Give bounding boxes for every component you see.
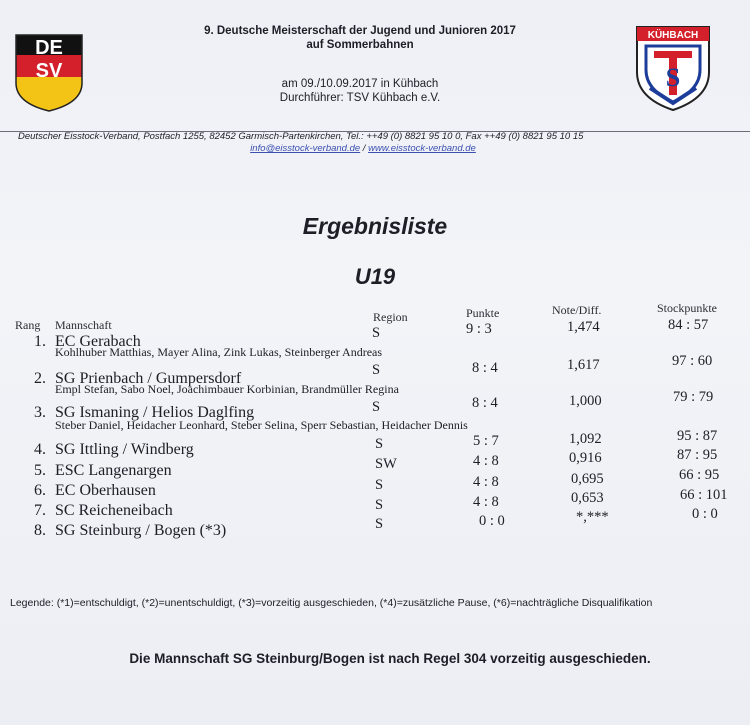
stockpunkte: 97 : 60: [672, 353, 713, 369]
kuehbach-logo: [634, 24, 712, 112]
note: 0,695: [571, 471, 604, 487]
team-name: SC Reicheneibach: [55, 502, 173, 519]
rank: 2.: [34, 370, 46, 387]
team-name: SG Steinburg / Bogen (*3): [55, 522, 227, 539]
championship-title: 9. Deutsche Meisterschaft der Jugend und Junioren 2017 auf Sommerbahnen: [204, 25, 516, 51]
website-link[interactable]: www.eisstock-verband.de: [368, 143, 476, 154]
region: S: [372, 362, 381, 378]
event-info: am 09./10.09.2017 in Kühbach Durchführer: TSV Kühbach e.V.: [279, 78, 441, 104]
punkte: 0 : 0: [479, 513, 505, 529]
svg-text:S: S: [665, 63, 681, 92]
col-stockpunkte: Stockpunkte: [657, 301, 717, 315]
disqualification-note: Die Mannschaft SG Steinburg/Bogen ist nach Regel 304 vorzeitig ausgeschieden.: [129, 651, 651, 666]
col-rang: Rang: [15, 318, 41, 332]
punkte: 5 : 7: [473, 433, 499, 449]
team-name: SG Prienbach / Gumpersdorf: [55, 370, 242, 387]
team-name: SG Ismaning / Helios Daglfing: [55, 404, 255, 421]
contact-address: Deutscher Eisstock-Verband, Postfach 1255, 82452 Garmisch-Partenkirchen, Tel.: ++49 (0) 8821 95 10 0, Fax ++49 (0) 8821 95 10 15: [18, 131, 584, 142]
region: S: [372, 399, 381, 415]
svg-text:KÜHBACH: KÜHBACH: [647, 30, 699, 41]
col-note: Note/Diff.: [552, 303, 602, 317]
col-mannschaft: Mannschaft: [55, 318, 112, 332]
region: S: [375, 477, 384, 493]
stockpunkte: 66 : 101: [680, 487, 728, 503]
stockpunkte: 0 : 0: [692, 506, 718, 522]
rank: 6.: [34, 482, 46, 499]
team-name: EC Gerabach: [55, 333, 141, 350]
note: 0,916: [569, 450, 602, 466]
punkte: 9 : 3: [466, 321, 492, 337]
rank: 8.: [34, 522, 46, 539]
stockpunkte: 84 : 57: [668, 317, 709, 333]
note: 1,000: [569, 393, 602, 409]
region: S: [372, 325, 381, 341]
link-separator: /: [360, 143, 369, 154]
region: S: [375, 436, 384, 452]
contact-info: [18, 131, 738, 155]
punkte: 8 : 4: [472, 360, 498, 376]
legend: Legende: (*1)=entschuldigt, (*2)=unentschuldigt, (*3)=vorzeitig ausgeschieden, (*4)=zusätzliche Pause, (*6)=nachträgliche Disqualifikation: [10, 597, 653, 609]
region: SW: [375, 456, 397, 472]
stockpunkte: 87 : 95: [677, 447, 718, 463]
region: S: [375, 516, 384, 532]
player-list: Steber Daniel, Heidacher Leonhard, Steber Selina, Sperr Sebastian, Heidacher Dennis: [55, 418, 468, 432]
rank: 4.: [34, 441, 46, 458]
rank: 7.: [34, 502, 46, 519]
punkte: 8 : 4: [472, 395, 498, 411]
desv-logo: [14, 33, 84, 113]
rank: 5.: [34, 462, 46, 479]
note: 0,653: [571, 490, 604, 506]
page-title: Ergebnisliste: [302, 213, 448, 239]
team-name: SG Ittling / Windberg: [55, 441, 194, 458]
note: 1,617: [567, 357, 600, 373]
player-list: Kohlhuber Matthias, Mayer Alina, Zink Lukas, Steinberger Andreas: [55, 345, 383, 359]
note: *,***: [576, 509, 609, 525]
stockpunkte: 66 : 95: [679, 467, 720, 483]
note: 1,474: [567, 319, 600, 335]
col-region: Region: [373, 310, 408, 324]
team-name: EC Oberhausen: [55, 482, 156, 499]
region: S: [375, 497, 384, 513]
player-list: Empl Stefan, Sabo Noel, Joachimbauer Korbinian, Brandmüller Regina: [55, 382, 399, 396]
col-punkte: Punkte: [466, 306, 500, 320]
team-name: ESC Langenargen: [55, 462, 172, 479]
punkte: 4 : 8: [473, 453, 499, 469]
stockpunkte: 95 : 87: [677, 428, 718, 444]
svg-text:SV: SV: [35, 60, 63, 82]
category-title: U19: [354, 264, 396, 289]
rank: 3.: [34, 404, 46, 421]
email-link[interactable]: info@eisstock-verband.de: [250, 143, 361, 154]
punkte: 4 : 8: [473, 474, 499, 490]
note: 1,092: [569, 431, 602, 447]
svg-text:DE: DE: [35, 37, 63, 59]
rank: 1.: [34, 333, 46, 350]
stockpunkte: 79 : 79: [673, 389, 714, 405]
punkte: 4 : 8: [473, 494, 499, 510]
